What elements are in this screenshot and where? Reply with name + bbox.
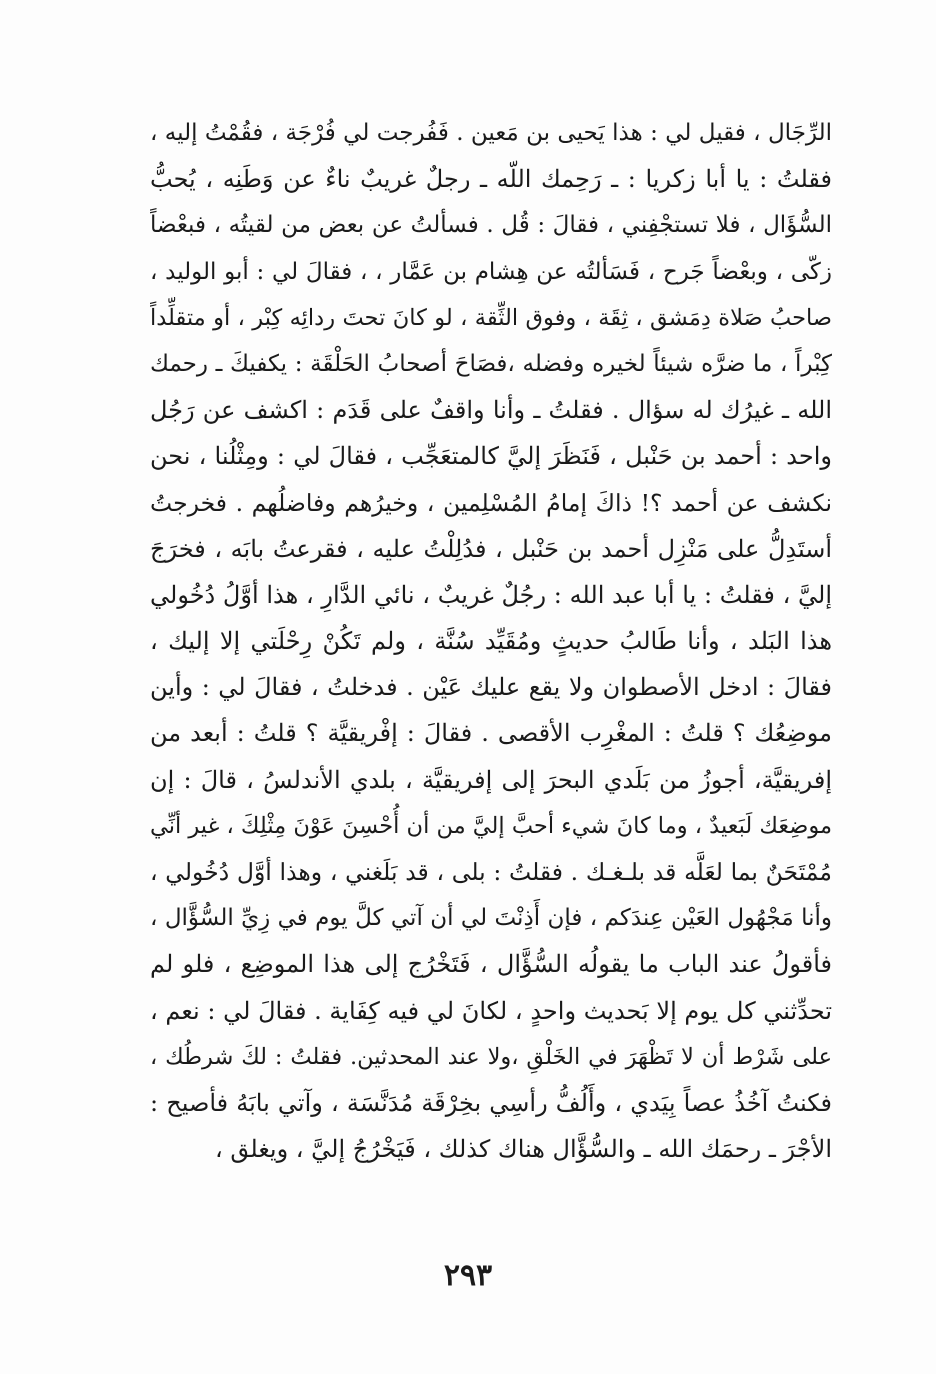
body-text	[150, 110, 832, 1172]
text-line: أستَدِلُّ على مَنْزِل أحمد بن حَنْبل ، فدُلِلْتُ عليه ، فقرعتُ بابَه ، فخرَجَ	[150, 534, 832, 563]
text-line: وأنا مَجْهُول العَيْن عِندَكم ، فإن أَذِنْتَ لي أن آتي كلَّ يوم في زِيِّ السُّؤَّال ،	[150, 905, 832, 932]
text-line: موضِعُك ؟ قلتُ : المغْرِب الأقصى . فقالَ : إفْريقيَّة ؟ قلتُ : أبعد من	[150, 719, 832, 748]
text-line: واحد : أحمد بن حَنْبل ، فَنَظَرَ إليَّ كالمتعَجِّب ، فقالَ لي : ومِثْلُنا ، نحن	[150, 442, 832, 471]
text-line: السُّؤَال ، فلا تستجْفِني ، فقالَ : قُل . فسألتُ عن بعض من لقيتُه ، فبعْضاً	[150, 212, 832, 239]
text-line: إليَّ ، فقلتُ : يا أبا عبد الله : رجُلٌ غريبٌ ، نائي الدَّارِ ، هذا أوَّلُ دُخُولي	[150, 580, 832, 609]
text-line: موضِعَك لَبَعيدٌ ، وما كانَ شيء أحبَّ إليَّ من أن أُحْسِنَ عَوْنَ مِثْلِكَ ، غير أنِّي	[150, 812, 832, 839]
text-line: فقالَ : ادخل الأصطوان ولا يقع عليك عَيْن . فدخلتُ ، فقالَ لي : وأين	[150, 673, 832, 702]
text-line: الله ـ غيرُك له سؤال . فقلتُ ـ وأنا واقفٌ على قَدَم : اكشف عن رَجُل	[150, 396, 832, 425]
text-line: كِبْراً ، ما ضرَّه شيئاً لخيره وفضله ،فصَاحَ أصحابُ الحَلْقَة : يكفيكَ ـ رحمك	[150, 350, 832, 377]
text-line: مُمْتَحَنٌ بما لعَلَّه قد بلـغـك . فقلتُ : بلى ، قد بَلَغني ، وهذا أوَّل دُخُولي ،	[150, 858, 832, 886]
text-line: تحدِّثني كل يوم إلا بَحديث واحدٍ ، لكانَ لي فيه كِفَاية . فقالَ لي : نعم ،	[150, 996, 832, 1025]
text-line: على شَرْط أن لا تَظْهَرَ في الخَلْقِ ،ولا عند المحدثين. فقلتُ : لكَ شرطُك ،	[150, 1043, 832, 1070]
text-line: إفريقيَّة، أجوزُ من بَلَدي البحرَ إلى إفريقيَّة ، بلدي الأندلسُ ، قالَ : إن	[150, 765, 832, 794]
text-line: الرِّجَال ، فقيل لي : هذا يَحيى بن مَعين . فَفُرجت لي فُرْجَة ، فقُمْتُ إليه ،	[150, 120, 832, 146]
text-line: هذا البَلد ، وأنا طَالبُ حديثٍ ومُقَيِّد سُنَّة ، ولم تَكُنْ رِحْلَتي إلا إليك ،	[150, 627, 832, 656]
text-line: نكشف عن أحمد ؟! ذاكَ إمامُ المُسْلِمين ، وخيرُهم وفاضلُهم . فخرجتُ	[150, 488, 832, 517]
text-line: الأجْرَ ـ رحمَك الله ـ والسُّؤَّال هناك كذلك ، فَيَخْرُجُ إليَّ ، ويغلق ،	[214, 1135, 832, 1164]
page-number: ٢٩٣	[443, 1258, 493, 1293]
text-line: زكّى ، وبعْضاً جَرح ، فَسَألتُه عن هِشام بن عَمَّار ، ، فقالَ لي : أبو الوليد ،	[150, 258, 832, 285]
text-line: فأقولُ عند الباب ما يقولُه السُّؤَّال ، فَتَخْرُج إلى هذا الموضِع ، فلو لم	[150, 950, 832, 979]
text-line: فقلتُ : يا أبا زكريا : ـ رَحِمك اللّه ـ رجلٌ غريبٌ ناءٌ عن وَطَنِه ، يُحبُّ	[150, 165, 832, 194]
text-line: صاحبُ صَلاة دِمَشق ، ثِقَة ، وفوق الثِّقة ، لو كانَ تحتَ ردائِه كِبْر ، أو متقلِّداً	[150, 304, 832, 331]
text-line: فكنتُ آخُذُ عصاً بِيَدي ، وأَلُفُّ رأسِي بخِرْقَة مُدَنَّسَة ، وآتي بابَهُ فأصيح :	[150, 1088, 832, 1117]
